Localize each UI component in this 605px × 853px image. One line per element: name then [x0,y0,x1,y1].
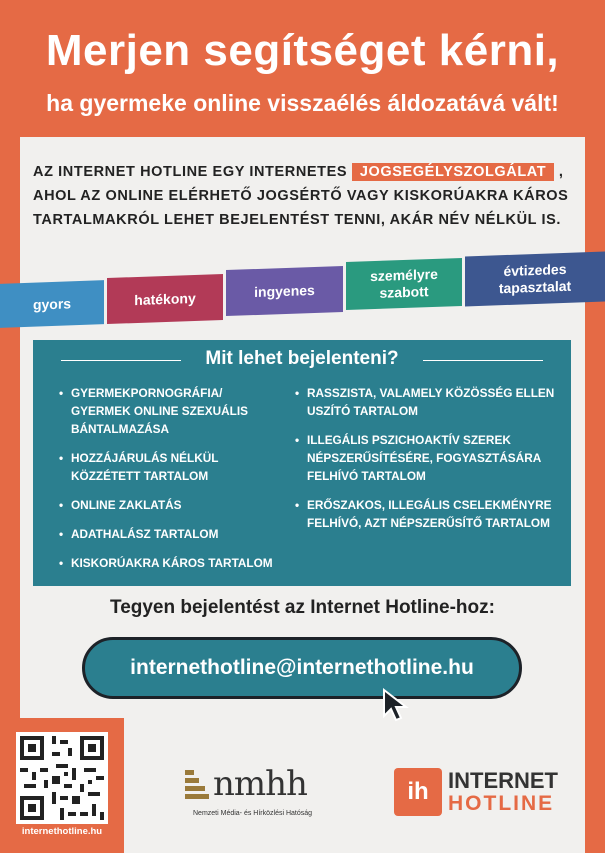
ih-mark: ih [394,768,442,816]
feature-hatekony: hatékony [107,274,223,324]
internet-hotline-logo [394,768,574,818]
list-item: • GYERMEKPORNOGRÁFIA/ GYERMEK ONLINE SZEXUÁLIS BÁNTALMAZÁSA [59,384,284,438]
report-list-left [59,384,284,583]
cursor-icon [380,688,414,722]
intro-after: , AHOL AZ ONLINE ELÉRHETŐ JOGSÉRTŐ VAGY KISKORÚAKRA KÁROS TARTALMAKRÓL LEHET BEJELENTÉST TENNI, AKÁR NÉV NÉLKÜL IS. [33,164,569,228]
qr-code-icon[interactable] [16,732,108,824]
intro-highlight: JOGSEGÉLYSZOLGÁLAT [352,163,554,181]
cta-text: Tegyen bejelentést az Internet Hotline-hoz: [110,597,495,618]
divider [423,360,543,361]
intro-before: AZ INTERNET HOTLINE EGY INTERNETES [33,164,348,180]
report-list-title: Mit lehet bejelenteni? [205,348,399,369]
list-item: • ERŐSZAKOS, ILLEGÁLIS CSELEKMÉNYRE FELHÍVÓ, AZT NÉPSZERŰSÍTŐ TARTALOM [295,496,555,532]
report-list-right [295,384,555,543]
nmhh-logo [183,764,373,824]
email-address: internethotline@internethotline.hu [130,656,474,679]
feature-ribbon [0,252,605,332]
nmhh-fullname: Nemzeti Média- és Hírközlési Hatóság [193,810,313,817]
feature-evtizedes-tapasztalat: évtizedes tapasztalat [465,252,605,307]
list-item: • ADATHALÁSZ TARTALOM [59,525,284,543]
list-item: • KISKORÚAKRA KÁROS TARTALOM [59,554,284,572]
page-title: Merjen segítséget kérni, [45,26,560,75]
ih-word-hotline: HOTLINE [448,792,555,815]
feature-szemelyre-szabott: személyre szabott [346,258,462,310]
ih-word-internet: INTERNET [448,768,558,793]
feature-gyors: gyors [0,280,104,328]
report-list-box [33,340,571,586]
page-subtitle: ha gyermeke online visszaélés áldozatává vált! [46,90,559,116]
list-item: • RASSZISTA, VALAMELY KÖZÖSSÉG ELLEN USZÍTÓ TARTALOM [295,384,555,420]
nmhh-wordmark: nmhh [213,764,307,804]
feature-ingyenes: ingyenes [226,266,343,316]
intro-text [33,160,573,232]
list-item: • ONLINE ZAKLATÁS [59,496,284,514]
email-link-button[interactable] [82,637,522,699]
list-item: • ILLEGÁLIS PSZICHOAKTÍV SZEREK NÉPSZERŰSÍTÉSÉRE, FOGYASZTÁSÁRA FELHÍVÓ TARTALOM [295,431,555,485]
nmhh-mark-icon [183,766,211,806]
qr-label: internethotline.hu [21,826,103,837]
list-item: • HOZZÁJÁRULÁS NÉLKÜL KÖZZÉTETT TARTALOM [59,449,284,485]
